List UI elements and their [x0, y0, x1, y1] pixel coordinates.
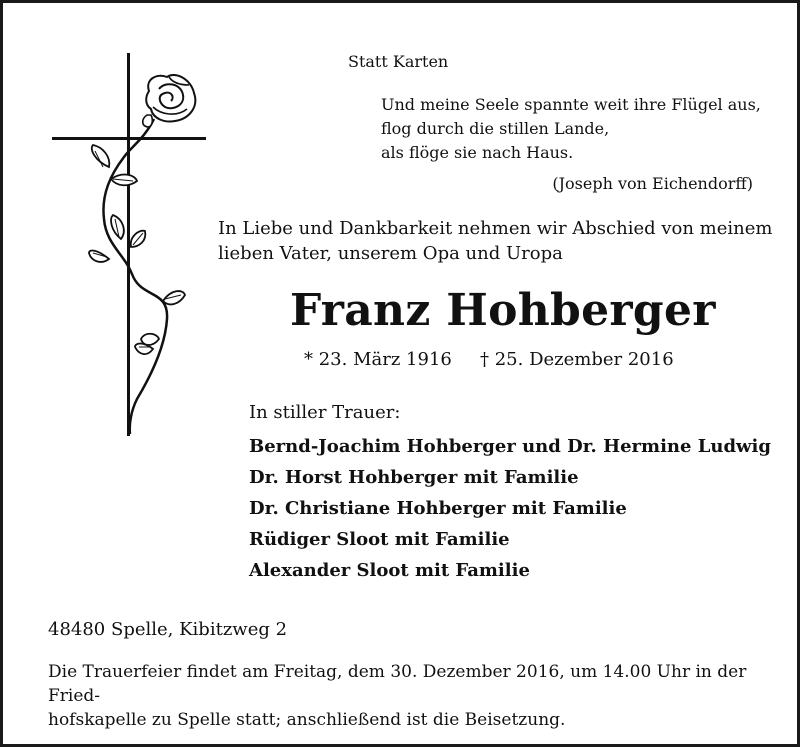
mourners-list [249, 436, 771, 591]
birth-date: * 23. März 1916 [304, 349, 452, 370]
address: 48480 Spelle, Kibitzweg 2 [48, 619, 288, 640]
mourner-name: Bernd-Joachim Hohberger und Dr. Hermine Ludwig [249, 436, 771, 457]
mourner-name: Dr. Christiane Hohberger mit Familie [249, 498, 627, 519]
deceased-name: Franz Hohberger [290, 285, 716, 336]
poem-line: flog durch die stillen Lande, [381, 119, 610, 138]
mourner-name: Rüdiger Sloot mit Familie [249, 529, 510, 550]
statt-karten: Statt Karten [348, 52, 449, 71]
death-date: † 25. Dezember 2016 [480, 349, 674, 370]
cross-rose-icon [49, 49, 209, 444]
poem-line: Und meine Seele spannte weit ihre Flügel aus, [381, 95, 761, 114]
mourner-name: Alexander Sloot mit Familie [249, 560, 530, 581]
intro-line: lieben Vater, unserem Opa und Uropa [218, 243, 563, 264]
poem-author: (Joseph von Eichendorff) [552, 174, 753, 193]
mourner-name: Dr. Horst Hohberger mit Familie [249, 467, 579, 488]
poem-line: als flöge sie nach Haus. [381, 143, 574, 162]
mourners-heading: In stiller Trauer: [249, 402, 401, 423]
funeral-info [48, 660, 768, 732]
funeral-line: hofskapelle zu Spelle statt; anschließend ist die Beisetzung. [48, 710, 566, 730]
intro-line: In Liebe und Dankbarkeit nehmen wir Abschied von meinem [218, 218, 773, 239]
rose-icon [143, 75, 196, 127]
funeral-line: Die Trauerfeier findet am Freitag, dem 30. Dezember 2016, um 14.00 Uhr in der Fried- [48, 662, 747, 706]
leaf-icons [89, 145, 185, 354]
